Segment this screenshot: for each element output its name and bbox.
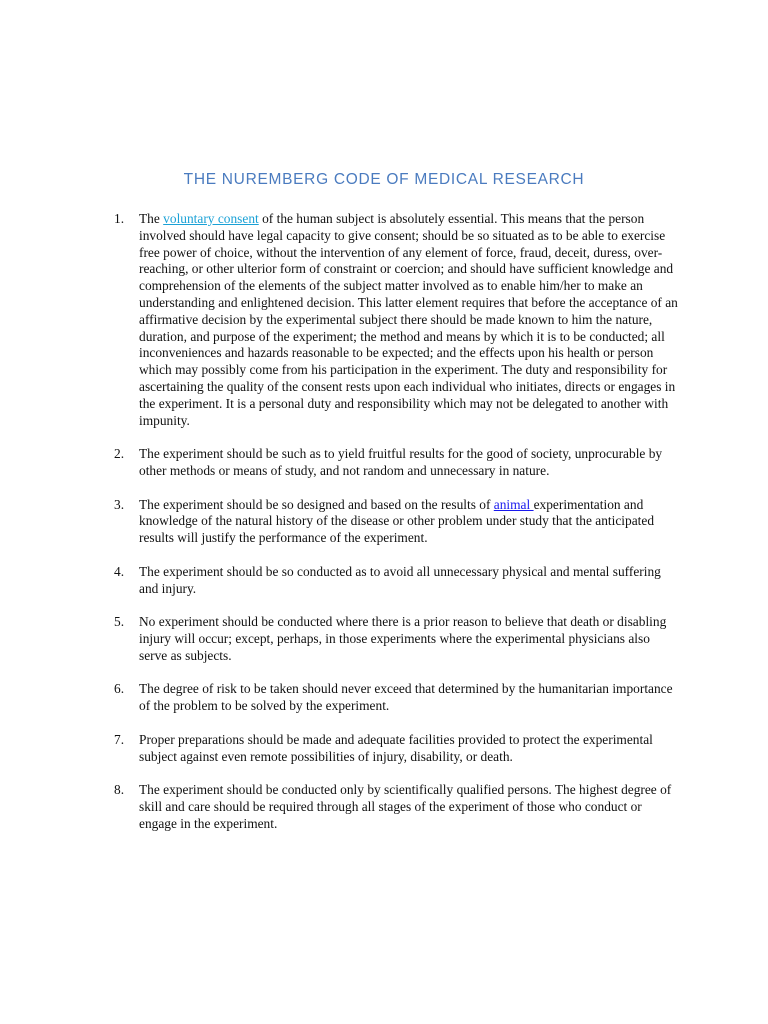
voluntary-consent-link[interactable]: voluntary consent: [163, 211, 259, 226]
item-text: Proper preparations should be made and adequate facilities provided to protect the experimental subject against even remote possibilities of injury, disability, or death.: [139, 731, 653, 764]
item-text: The experiment should be so designed and based on the results of: [139, 496, 494, 512]
item-number: 3.: [114, 496, 125, 512]
list-item: [114, 446, 679, 480]
code-list: [114, 211, 679, 849]
item-number: 7.: [114, 731, 125, 747]
item-text: No experiment should be conducted where there is a prior reason to believe that death or disabling injury will occur; except, perhaps, in those experiments where the experimental physicians also serve as subjects.: [139, 614, 667, 663]
item-text: experimentation and knowledge of the natural history of the disease or other problem under study that the anticipated results will justify the performance of the experiment.: [139, 496, 655, 546]
list-item: [114, 732, 679, 766]
item-number: 8.: [114, 782, 125, 798]
item-number: 2.: [114, 446, 125, 462]
item-text: The: [139, 211, 164, 226]
list-item: [114, 497, 679, 547]
item-number: 5.: [114, 614, 125, 630]
list-item: [114, 211, 679, 429]
item-number: 1.: [114, 211, 125, 226]
item-text: of the human subject is absolutely essential. This means that the person involved should have legal capacity to give consent; should be so situated as to be able to exercise free power of choice, without the intervention of any element of force, fraud, deceit, duress, over-reaching, or other ulterior form of constraint or coercion; and should have sufficient knowledge and comprehension of the elements of the subject matter involved as to enable him/her to make an understanding and enlightened decision. This latter element requires that before the acceptance of an affirmative decision by the experimental subject there should be made known to him the nature, duration, and purpose of the experiment; the method and means by which it is to be conducted; all inconveniences and hazards reasonable to be expected; and the effects upon his health or person which may possibly come from his participation in the experiment. The duty and responsibility for ascertaining the quality of the consent rests upon each individual who initiates, directs or engages in the experiment. It is a personal duty and responsibility which may not be delegated to another with impunity.: [139, 211, 678, 428]
item-text: The degree of risk to be taken should never exceed that determined by the humanitarian importance of the problem to be solved by the experiment.: [139, 681, 673, 714]
item-text: The experiment should be so conducted as to avoid all unnecessary physical and mental suffering and injury.: [139, 563, 661, 596]
list-item: [114, 564, 679, 598]
document-title: THE NUREMBERG CODE OF MEDICAL RESEARCH: [183, 171, 585, 188]
list-item: [114, 681, 679, 715]
item-text: The experiment should be conducted only by scientifically qualified persons. The highest degree of skill and care should be required through all stages of the experiment of those who conduct or engage in the experiment.: [139, 782, 672, 831]
item-text: The experiment should be such as to yield fruitful results for the good of society, unprocurable by other methods or means of study, and not random and unnecessary in nature.: [139, 446, 663, 478]
list-item: [114, 614, 679, 664]
item-number: 4.: [114, 563, 125, 579]
animal-link[interactable]: animal: [493, 496, 534, 512]
list-item: [114, 782, 679, 832]
item-number: 6.: [114, 681, 125, 697]
